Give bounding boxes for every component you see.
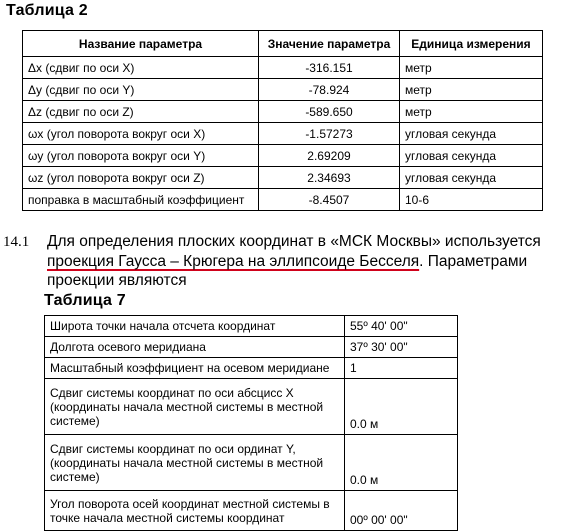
param-value: 2.69209 xyxy=(259,145,400,167)
param-unit: угловая секунда xyxy=(400,123,543,145)
param-name: Широта точки начала отсчета координат xyxy=(45,316,345,337)
paragraph-text-2: . Параметрами xyxy=(419,253,528,270)
param-value: 0.0 м xyxy=(345,379,458,435)
table-row xyxy=(23,57,543,79)
table-row xyxy=(23,79,543,101)
param-name: Δz (сдвиг по оси Z) xyxy=(23,101,259,123)
param-name: Долгота осевого меридиана xyxy=(45,337,345,358)
header-unit: Единица измерения xyxy=(400,31,543,57)
param-name: ωy (угол поворота вокруг оси Y) xyxy=(23,145,259,167)
param-value: 2.34693 xyxy=(259,167,400,189)
param-value: -8.4507 xyxy=(259,189,400,211)
table-7-title: Таблица 7 xyxy=(44,292,126,309)
param-value: -316.151 xyxy=(259,57,400,79)
table-2 xyxy=(22,30,543,211)
param-unit: метр xyxy=(400,79,543,101)
table-row xyxy=(45,358,458,379)
param-value: 37º 30' 00" xyxy=(345,337,458,358)
param-name: Сдвиг системы координат по оси абсцисс X (координаты начала местной системы в местной системе) xyxy=(45,379,345,435)
param-unit: метр xyxy=(400,101,543,123)
header-parameter-value: Значение параметра xyxy=(259,31,400,57)
table-row xyxy=(23,167,543,189)
underlined-projection-text: проекция Гаусса – Крюгера на эллипсоиде Бесселя xyxy=(47,253,420,270)
param-name: Угол поворота осей координат местной системы в точке начала местной системы координат xyxy=(45,491,345,531)
header-parameter-name: Название параметра xyxy=(23,31,259,57)
param-name: ωz (угол поворота вокруг оси Z) xyxy=(23,167,259,189)
table-7 xyxy=(44,315,458,531)
table-row xyxy=(23,101,543,123)
param-unit: 10-6 xyxy=(400,189,543,211)
paragraph-14-1 xyxy=(3,232,575,290)
param-unit: угловая секунда xyxy=(400,145,543,167)
paragraph-line-1 xyxy=(3,232,575,252)
param-value: -78.924 xyxy=(259,79,400,101)
param-value: -589.650 xyxy=(259,101,400,123)
paragraph-line-2 xyxy=(3,252,575,271)
paragraph-text-1: Для определения плоских координат в «МСК Москвы» используется xyxy=(47,233,541,250)
table-row xyxy=(45,491,458,531)
param-unit: угловая секунда xyxy=(400,167,543,189)
param-value: 00º 00' 00" xyxy=(345,491,458,531)
table-row xyxy=(23,123,543,145)
param-name: Масштабный коэффициент на осевом меридиане xyxy=(45,358,345,379)
table-row xyxy=(23,189,543,211)
param-name: поправка в масштабный коэффициент xyxy=(23,189,259,211)
table-row xyxy=(45,316,458,337)
table-row xyxy=(45,337,458,358)
param-value: 0.0 м xyxy=(345,435,458,491)
table-row xyxy=(45,435,458,491)
paragraph-line-3: проекции являются xyxy=(47,272,187,289)
param-unit: метр xyxy=(400,57,543,79)
param-value: 1 xyxy=(345,358,458,379)
param-name: Δy (сдвиг по оси Y) xyxy=(23,79,259,101)
table-header-row xyxy=(23,31,543,57)
param-name: Δx (сдвиг по оси X) xyxy=(23,57,259,79)
param-value: 55º 40' 00" xyxy=(345,316,458,337)
table-row xyxy=(23,145,543,167)
table-row xyxy=(45,379,458,435)
paragraph-number: 14.1 xyxy=(3,234,30,250)
param-value: -1.57273 xyxy=(259,123,400,145)
param-name: Сдвиг системы координат по оси ординат Y, (координаты начала местной системы в местной системе) xyxy=(45,435,345,491)
param-name: ωx (угол поворота вокруг оси X) xyxy=(23,123,259,145)
table-2-title: Таблица 2 xyxy=(6,2,88,19)
